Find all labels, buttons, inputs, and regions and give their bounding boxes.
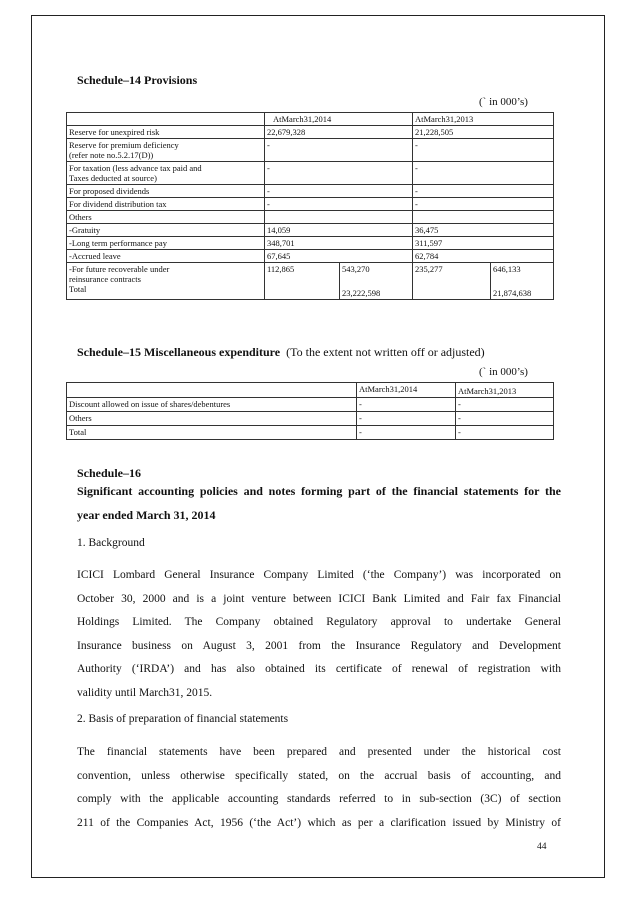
paragraph-line: comply with the applicable accounting standards referred to in sub-section (3C) of section [77, 793, 561, 806]
table-row [67, 250, 554, 263]
row-label: Others [67, 211, 265, 224]
paragraph-line: Authority (‘IRDA’) and has also obtained its certificate of renewal of registration with [77, 663, 561, 676]
table-row [67, 398, 554, 412]
col-header-2013: AtMarch31,2013 [456, 383, 554, 398]
paragraph-line: Insurance business on August 3, 2001 from the Insurance Regulatory and Development [77, 639, 561, 652]
value-2013: 62,784 [413, 250, 554, 263]
schedule-15-title: Schedule–15 Miscellaneous expenditure [77, 345, 281, 359]
provisions-table [66, 112, 554, 300]
subtotal-2013: 646,133 [493, 264, 521, 274]
schedule-16-label: Schedule–16 [77, 466, 142, 480]
table-row [67, 211, 554, 224]
value-2013: - [456, 398, 554, 412]
table-row [67, 412, 554, 426]
table-row [67, 224, 554, 237]
schedule-15-units: (` in 000’s) [479, 366, 528, 378]
row-label: -Accrued leave [67, 250, 265, 263]
table-header-row [67, 113, 554, 126]
background-paragraph [77, 564, 561, 706]
section-1-heading: 1. Background [77, 537, 145, 549]
paragraph-line: Holdings Limited. The Company obtained Regulatory approval to undertake General [77, 616, 561, 629]
row-label: Discount allowed on issue of shares/debentures [67, 398, 357, 412]
row-label: For dividend distribution tax [67, 198, 265, 211]
paragraph-line: validity until March31, 2015. [77, 686, 213, 699]
table-row [67, 126, 554, 139]
row-label: -Gratuity [67, 224, 265, 237]
value-2013: - [413, 162, 554, 185]
value-2014: 14,059 [265, 224, 413, 237]
misc-expenditure-table [66, 382, 554, 440]
value-2014: 112,865 [265, 263, 340, 300]
row-label: -For future recoverable under [69, 264, 170, 274]
table-row-total [67, 263, 554, 300]
row-label: For proposed dividends [67, 185, 265, 198]
value-2014: - [265, 185, 413, 198]
row-label-sub: reinsurance contracts [69, 274, 141, 284]
row-label-sub: (refer note no.5.2.17(D)) [69, 150, 154, 160]
col-header-2013: AtMarch31,2013 [413, 113, 554, 126]
row-label-sub: Taxes deducted at source) [69, 173, 157, 183]
table-row-total [67, 426, 554, 440]
schedule-14-units: (` in 000’s) [479, 96, 528, 108]
total-2014: 23,222,598 [342, 288, 381, 298]
schedule-16-title-line1: Significant accounting policies and notes forming part of the financial statements for the [77, 484, 561, 498]
value-2013: 21,228,505 [413, 126, 554, 139]
row-label: For taxation (less advance tax paid and [69, 163, 202, 173]
paragraph-line: ICICI Lombard General Insurance Company Limited (‘the Company’) was incorporated on [77, 569, 561, 581]
value-2014: 348,701 [265, 237, 413, 250]
value-2014: - [357, 412, 456, 426]
paragraph-line: convention, unless otherwise specifically stated, on the accrual basis of accounting, and [77, 769, 561, 782]
page-number: 44 [537, 842, 547, 852]
row-label: Total [67, 426, 357, 440]
value-2013: 311,597 [413, 237, 554, 250]
paragraph-line: The financial statements have been prepared and presented under the historical cost [77, 746, 561, 758]
row-label: Others [67, 412, 357, 426]
value-2014: - [265, 198, 413, 211]
value-2013: - [413, 185, 554, 198]
paragraph-line: October 30, 2000 and is a joint venture between ICICI Bank Limited and Fair fax Financial [77, 592, 561, 605]
basis-paragraph [77, 741, 561, 835]
schedule-16-title-line2: year ended March 31, 2014 [77, 508, 216, 522]
row-label: Reserve for premium deficiency [69, 140, 179, 150]
value-2013: - [456, 426, 554, 440]
value-2014: 67,645 [265, 250, 413, 263]
value-2013: 235,277 [413, 263, 491, 300]
value-2013: 36,475 [413, 224, 554, 237]
value-2013: - [413, 139, 554, 162]
value-2013: - [413, 198, 554, 211]
section-2-heading: 2. Basis of preparation of financial statements [77, 713, 289, 725]
table-row [67, 198, 554, 211]
subtotal-2014: 543,270 [342, 264, 370, 274]
paragraph-line: 211 of the Companies Act, 1956 (‘the Act’) which as per a clarification issued by Ministry of [77, 816, 561, 829]
row-label: Reserve for unexpired risk [67, 126, 265, 139]
table-row [67, 185, 554, 198]
col-header-2014: AtMarch31,2014 [265, 113, 413, 126]
schedule-15-note: (To the extent not written off or adjusted) [286, 345, 485, 359]
table-row [67, 237, 554, 250]
value-2014: - [357, 398, 456, 412]
value-2014: - [265, 139, 413, 162]
table-row [67, 162, 554, 185]
value-2013: - [456, 412, 554, 426]
schedule-15-heading [77, 345, 485, 360]
row-label: -Long term performance pay [67, 237, 265, 250]
table-header-row [67, 383, 554, 398]
schedule-14-title: Schedule–14 Provisions [77, 73, 198, 87]
value-2014: - [357, 426, 456, 440]
value-2014: 22,679,328 [265, 126, 413, 139]
total-2013: 21,874,638 [493, 288, 532, 298]
col-header-2014: AtMarch31,2014 [357, 383, 456, 398]
value-2014: - [265, 162, 413, 185]
total-label: Total [69, 284, 87, 294]
table-row [67, 139, 554, 162]
